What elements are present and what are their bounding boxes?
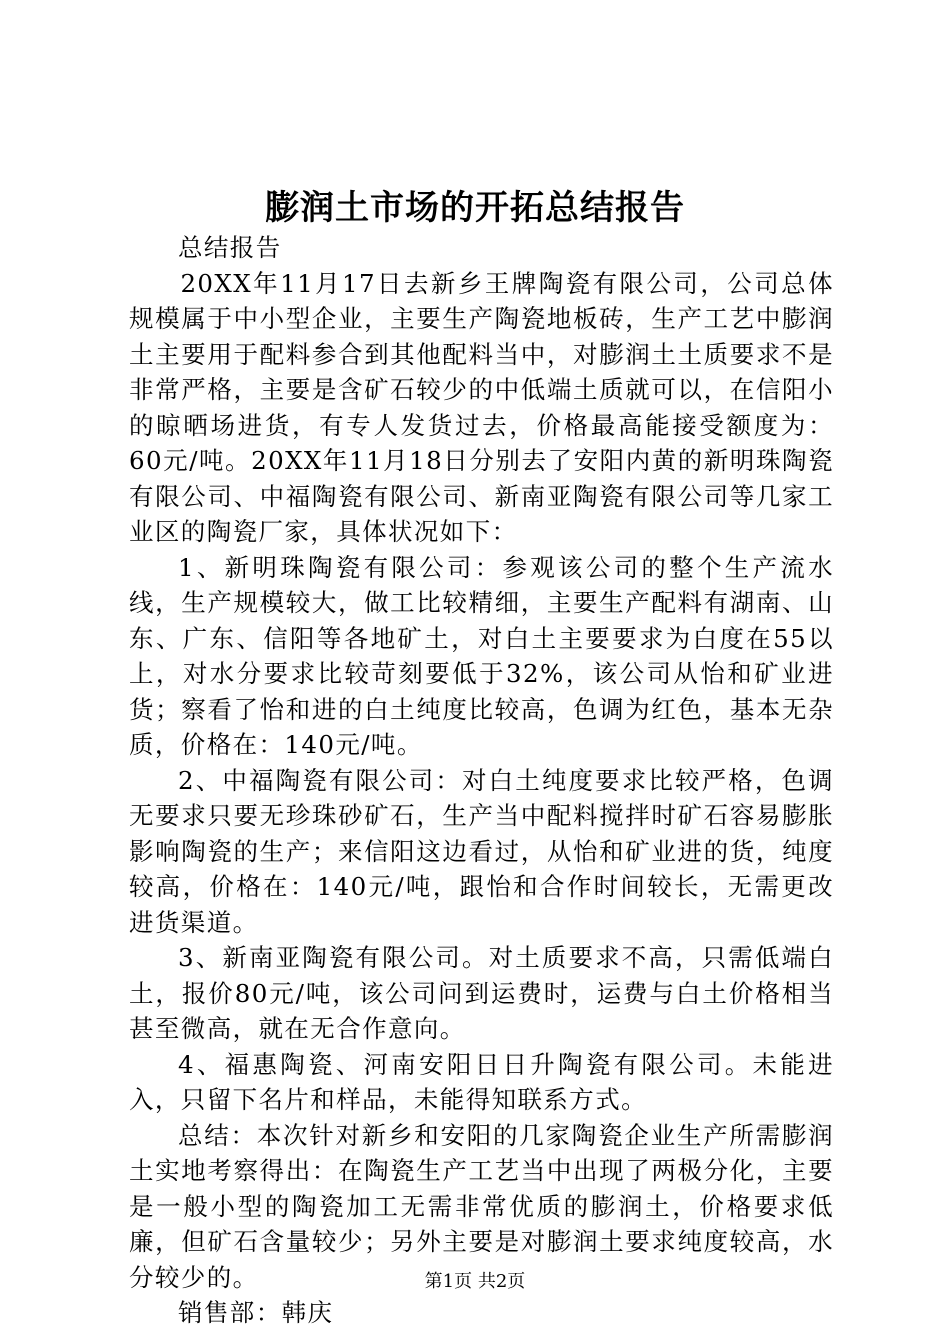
- paragraph-item-2: 2、中福陶瓷有限公司：对白土纯度要求比较严格，色调无要求只要无珍珠砂矿石，生产当中配料搅拌时矿石容易膨胀影响陶瓷的生产；来信阳这边看过，从怡和矿业进的货，纯度较高，价格在：140元/吨，跟怡和合作时间较长，无需更改进货渠道。: [129, 765, 834, 937]
- paragraph-intro: 20XX年11月17日去新乡王牌陶瓷有限公司，公司总体规模属于中小型企业，主要生产陶瓷地板砖，生产工艺中膨润土主要用于配料参合到其他配料当中，对膨润土土质要求不是非常严格，主要是含矿石较少的中低端土质就可以，在信阳小的晾晒场进货，有专人发货过去，价格最高能接受额度为：60元/吨。20XX年11月18日分别去了安阳内黄的新明珠陶瓷有限公司、中福陶瓷有限公司、新南亚陶瓷有限公司等几家工业区的陶瓷厂家，具体状况如下：: [129, 268, 834, 546]
- document-title: 膨润土市场的开拓总结报告: [265, 188, 685, 228]
- paragraph-item-3: 3、新南亚陶瓷有限公司。对土质要求不高，只需低端白土，报价80元/吨，该公司问到运费时，运费与白土价格相当甚至微高，就在无合作意向。: [129, 943, 834, 1043]
- signature-line: 销售部：韩庆: [178, 1298, 334, 1327]
- document-body: [129, 230, 834, 1331]
- section-heading: 总结报告: [178, 233, 282, 262]
- paragraph-summary: 总结：本次针对新乡和安阳的几家陶瓷企业生产所需膨润土实地考察得出：在陶瓷生产工艺当中出现了两极分化，主要是一般小型的陶瓷加工无需非常优质的膨润土，价格要求低廉，但矿石含量较少；另外主要是对膨润土要求纯度较高，水分较少的。: [129, 1120, 834, 1292]
- page-footer: 第1页 共2页: [424, 1271, 526, 1292]
- paragraph-item-1: 1、新明珠陶瓷有限公司：参观该公司的整个生产流水线，生产规模较大，做工比较精细，主要生产配料有湖南、山东、广东、信阳等各地矿土，对白土主要要求为白度在55以上，对水分要求比较苛刻要低于32%，该公司从怡和矿业进货；察看了怡和进的白土纯度比较高，色调为红色，基本无杂质，价格在：140元/吨。: [129, 552, 834, 759]
- paragraph-item-4: 4、福惠陶瓷、河南安阳日日升陶瓷有限公司。未能进入，只留下名片和样品，未能得知联系方式。: [129, 1049, 834, 1114]
